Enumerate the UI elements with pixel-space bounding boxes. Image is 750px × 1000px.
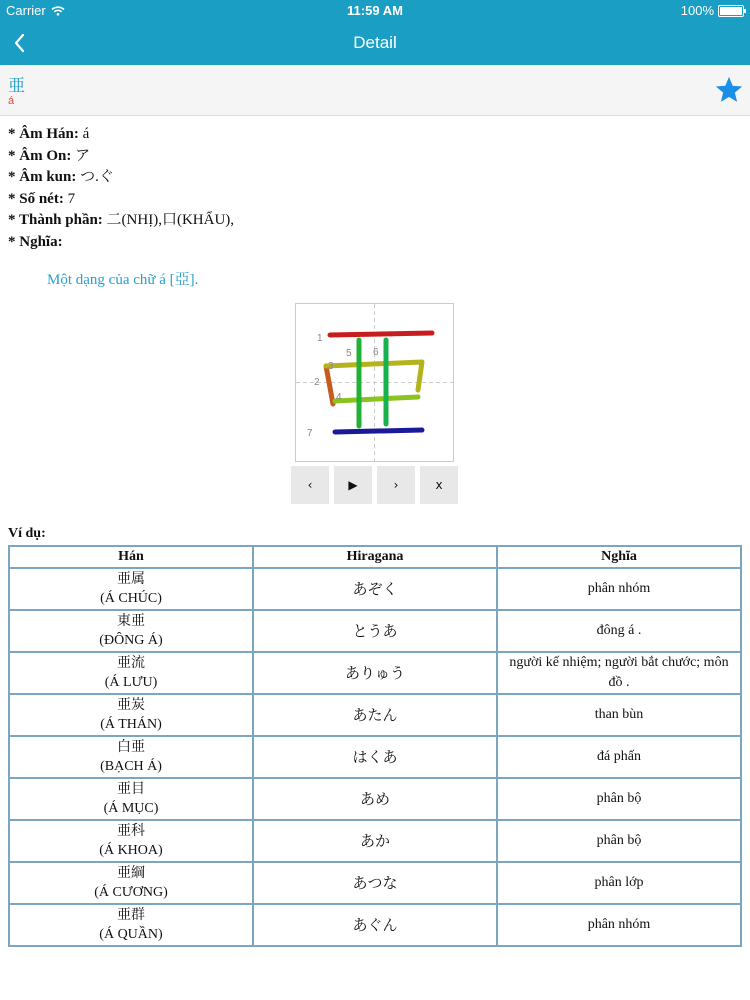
table-row — [9, 862, 741, 904]
hiragana-cell: あたん — [253, 694, 497, 736]
nghia-row: * Nghĩa: — [8, 233, 63, 250]
kanji-header — [0, 65, 750, 116]
favorite-button[interactable] — [714, 75, 744, 105]
stroke-1 — [330, 333, 432, 335]
example-kanji: 東亜 — [117, 613, 145, 629]
so-net-value: 7 — [63, 190, 76, 207]
meaning-cell: phân nhóm — [497, 904, 741, 946]
am-kun-value: つ.ぐ — [76, 169, 114, 185]
stroke-4 — [335, 397, 418, 401]
example-kanji: 亜目 — [117, 781, 145, 797]
stroke-7 — [335, 430, 422, 432]
am-on-row: * Âm On: ア — [8, 147, 91, 164]
column-header-hiragana: Hiragana — [253, 546, 497, 568]
meaning-cell: phân nhóm — [497, 568, 741, 610]
am-kun-row: * Âm kun: つ.ぐ — [8, 169, 114, 185]
table-row — [9, 568, 741, 610]
stroke-number: 6 — [373, 347, 379, 358]
stroke-number: 5 — [346, 348, 352, 359]
table-row — [9, 652, 741, 694]
hiragana-cell: あめ — [253, 778, 497, 820]
column-header-han: Hán — [9, 546, 253, 568]
next-stroke-button[interactable]: › — [377, 466, 415, 504]
column-header-nghia: Nghĩa — [497, 546, 741, 568]
stroke-controls — [291, 466, 458, 504]
stroke-number: 2 — [314, 377, 320, 388]
table-row — [9, 820, 741, 862]
table-row — [9, 610, 741, 652]
kanji-character: 亜 — [8, 76, 25, 96]
example-hanviet: (Á QUẦN) — [99, 927, 163, 942]
hiragana-cell: あつな — [253, 862, 497, 904]
example-hanviet: (Á MỤC) — [103, 801, 159, 816]
table-row — [9, 778, 741, 820]
thanh-phan-value: 二(NHỊ),口(KHẨU), — [102, 212, 235, 228]
hiragana-cell: あぐん — [253, 904, 497, 946]
reset-button[interactable]: x — [420, 466, 458, 504]
han-cell — [9, 694, 253, 736]
example-hanviet: (BẠCH Á) — [100, 759, 162, 774]
thanh-phan-row: * Thành phần: 二(NHỊ),口(KHẨU), — [8, 212, 235, 228]
han-cell — [9, 862, 253, 904]
stroke-order-diagram — [295, 303, 454, 462]
example-kanji: 亜炭 — [117, 697, 145, 713]
table-row — [9, 694, 741, 736]
table-row — [9, 904, 741, 946]
meaning-cell: phân bộ — [497, 778, 741, 820]
battery-percent: 100% — [680, 3, 714, 18]
meaning-cell: phân bộ — [497, 820, 741, 862]
hiragana-cell: はくあ — [253, 736, 497, 778]
example-kanji: 白亜 — [117, 739, 145, 755]
meaning-cell: than bùn — [497, 694, 741, 736]
so-net-row: * Số nét: 7 — [8, 190, 76, 207]
example-kanji: 亜科 — [117, 823, 145, 839]
meaning-text: Một dạng của chữ á [亞]. — [47, 272, 199, 288]
carrier-label: Carrier — [6, 3, 46, 18]
stroke-number: 3 — [328, 361, 334, 372]
hiragana-cell: あぞく — [253, 568, 497, 610]
example-hanviet: (Á CHÚC) — [100, 591, 162, 606]
meaning-cell: đông á . — [497, 610, 741, 652]
kanji-reading: á — [8, 95, 15, 107]
prev-stroke-button[interactable]: ‹ — [291, 466, 329, 504]
example-kanji: 亜属 — [117, 571, 145, 587]
hiragana-cell: ありゅう — [253, 652, 497, 694]
example-hanviet: (Á LƯU) — [104, 675, 158, 690]
table-header-row — [9, 546, 741, 568]
star-icon — [714, 75, 744, 105]
am-on-value: ア — [71, 147, 91, 164]
page-title: Detail — [353, 33, 397, 52]
am-han-row: * Âm Hán: á — [8, 126, 90, 142]
example-hanviet: (ĐÔNG Á) — [99, 633, 163, 648]
example-hanviet: (Á CƯƠNG) — [94, 885, 168, 900]
table-row — [9, 736, 741, 778]
han-cell — [9, 652, 253, 694]
hiragana-cell: とうあ — [253, 610, 497, 652]
battery-icon — [718, 5, 744, 17]
am-han-value: á — [78, 126, 90, 142]
han-cell — [9, 568, 253, 610]
play-button[interactable]: ▶ — [334, 466, 372, 504]
example-kanji: 亜綱 — [117, 865, 145, 881]
han-cell — [9, 610, 253, 652]
hiragana-cell: あか — [253, 820, 497, 862]
examples-label: Ví dụ: — [8, 526, 46, 541]
example-hanviet: (Á THÁN) — [100, 717, 162, 732]
navigation-bar — [0, 22, 750, 65]
han-cell — [9, 820, 253, 862]
han-cell — [9, 736, 253, 778]
clock: 11:59 AM — [347, 3, 403, 18]
example-hanviet: (Á KHOA) — [99, 843, 163, 858]
han-cell — [9, 904, 253, 946]
stroke-number: 4 — [336, 392, 342, 403]
example-kanji: 亜群 — [117, 907, 145, 923]
han-cell — [9, 778, 253, 820]
meaning-cell: người kế nhiệm; người bắt chước; môn đồ . — [497, 652, 741, 694]
meaning-cell: đá phấn — [497, 736, 741, 778]
meaning-cell: phân lớp — [497, 862, 741, 904]
example-kanji: 亜流 — [117, 655, 145, 671]
status-bar — [0, 0, 750, 22]
kanji-info — [8, 124, 234, 253]
examples-table — [8, 545, 742, 947]
stroke-number: 1 — [317, 333, 323, 344]
stroke-number: 7 — [307, 428, 313, 439]
stroke-order-canvas — [296, 304, 453, 461]
